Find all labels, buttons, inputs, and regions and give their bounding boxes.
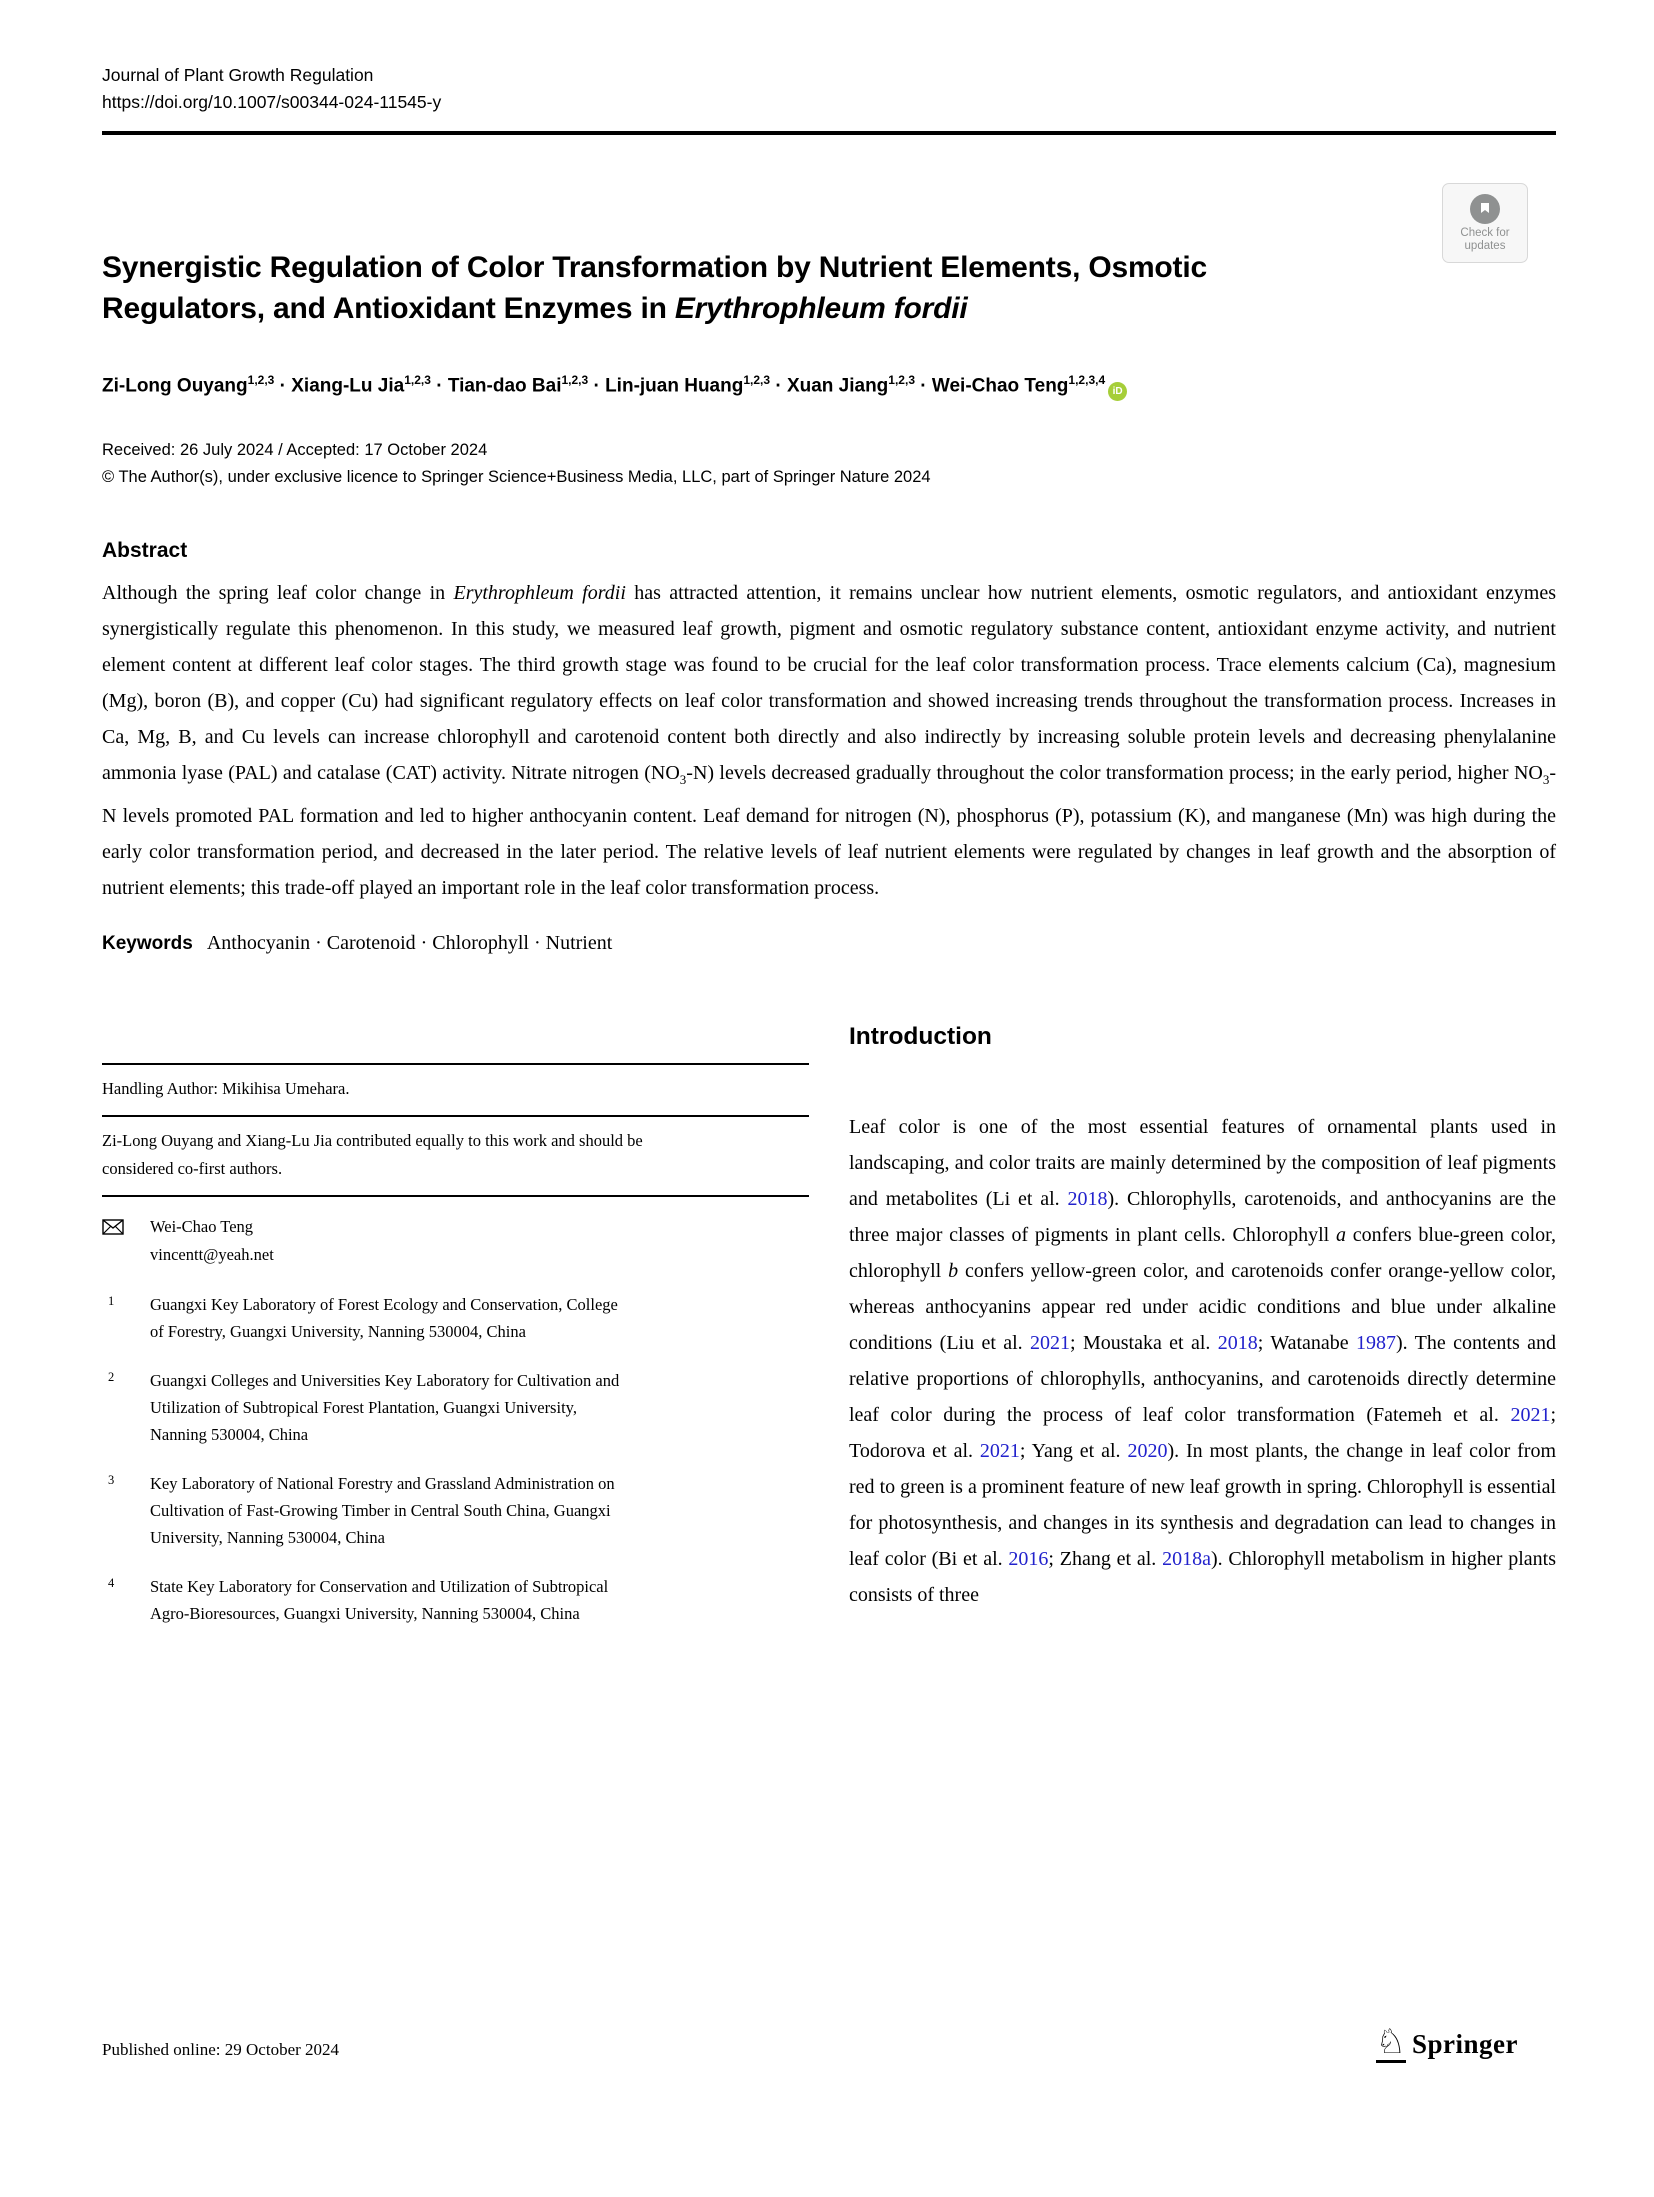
affiliation-3: 3 Key Laboratory of National Forestry and Grassland Administration on Cultivation of Fast-Growing Timber in Central South China, Guangxi University, Nanning 530004, China bbox=[108, 1473, 615, 1548]
footnote-rule-3 bbox=[102, 1195, 809, 1197]
citation-link[interactable]: 2018 bbox=[1217, 1332, 1258, 1355]
citation-link[interactable]: 2021 bbox=[979, 1440, 1020, 1463]
article-title: Synergistic Regulation of Color Transformation by Nutrient Elements, Osmotic Regulators, and Antioxidant Enzymes in Erythrophleum fordii bbox=[102, 251, 1207, 325]
footnote-column bbox=[102, 1019, 809, 1627]
received-accepted: Received: 26 July 2024 / Accepted: 17 October 2024 bbox=[102, 441, 488, 460]
citation-link[interactable]: 2018 bbox=[1067, 1188, 1108, 1211]
doi-text: https://doi.org/10.1007/s00344-024-11545-y bbox=[102, 92, 442, 112]
springer-knight-icon: ♘ bbox=[1375, 2024, 1406, 2061]
affiliation-1: 1 Guangxi Key Laboratory of Forest Ecology and Conservation, College of Forestry, Guangxi University, Nanning 530004, China bbox=[108, 1294, 618, 1342]
header-rule bbox=[102, 131, 1556, 135]
envelope-icon bbox=[102, 1213, 150, 1269]
journal-header bbox=[102, 62, 1556, 116]
springer-logo bbox=[1376, 2026, 1519, 2063]
corresponding-author-name: Wei-Chao Teng bbox=[150, 1217, 254, 1237]
dates-block bbox=[102, 437, 1556, 491]
corresponding-author-email[interactable]: vincentt@yeah.net bbox=[150, 1245, 274, 1265]
introduction-heading: Introduction bbox=[849, 1023, 992, 1051]
citation-link[interactable]: 2021 bbox=[1510, 1404, 1551, 1427]
co-first-note: Zi-Long Ouyang and Xiang-Lu Jia contributed equally to this work and should be considered co-first authors. bbox=[102, 1131, 643, 1179]
introduction-column bbox=[849, 1019, 1556, 1627]
correspondence-block bbox=[102, 1213, 809, 1269]
keywords-line bbox=[102, 932, 1556, 955]
citation-link[interactable]: 2016 bbox=[1008, 1548, 1049, 1571]
keywords-label: Keywords bbox=[102, 933, 193, 955]
handling-author-note: Handling Author: Mikihisa Umehara. bbox=[102, 1079, 350, 1099]
journal-name: Journal of Plant Growth Regulation bbox=[102, 65, 374, 85]
affiliation-2: 2 Guangxi Colleges and Universities Key Laboratory for Cultivation and Utilization of Subtropical Forest Plantation, Guangxi University, Nanning 530004, China bbox=[108, 1370, 620, 1445]
introduction-paragraph: Leaf color is one of the most essential features of ornamental plants used in landscaping, and color traits are mainly determined by the composition of leaf pigments and metabolites (Li et al. 2018). Chlorophylls, carotenoids, and anthocyanins are the three major classes of pigments in plant cells. Chlorophyll a confers blue-green color, chlorophyll b confers yellow-green color, and carotenoids confer orange-yellow color, whereas anthocyanins appear red under acidic conditions and blue under alkaline conditions (Liu et al. 2021; Moustaka et al. 2018; Watanabe 1987). The contents and relative proportions of chlorophylls, anthocyanins, and carotenoids directly determine leaf color during the process of leaf color transformation (Fatemeh et al. 2021; Todorova et al. 2021; Yang et al. 2020). In most plants, the change in leaf color from red to green is a prominent feature of new leaf growth in spring. Chlorophyll is essential for photosynthesis, and changes in its synthesis and degradation can lead to changes in leaf color (Bi et al. 2016; Zhang et al. 2018a). Chlorophyll metabolism in higher plants consists of three bbox=[849, 1116, 1556, 1607]
published-online: Published online: 29 October 2024 bbox=[102, 2040, 340, 2059]
citation-link[interactable]: 1987 bbox=[1356, 1332, 1397, 1355]
abstract-heading: Abstract bbox=[102, 539, 188, 563]
author-list: Zi-Long Ouyang$^{1,2,3}$ · Xiang-Lu Jia$^{1,2,3}$ · Tian-dao Bai$^{1,2,3}$ · Lin-juan Huang$^{1,2,3}$ · Xuan Jiang$^{1,2,3}$ · Wei-Chao Teng$^{1,2,3,4}$iD bbox=[102, 373, 1556, 401]
copyright-line: © The Author(s), under exclusive licence to Springer Science+Business Media, LLC, part of Springer Nature 2024 bbox=[102, 468, 931, 487]
crossmark-icon bbox=[1470, 194, 1500, 224]
citation-link[interactable]: 2021 bbox=[1030, 1332, 1071, 1355]
springer-wordmark: Springer bbox=[1411, 2029, 1518, 2059]
check-for-updates-badge[interactable] bbox=[1442, 183, 1528, 263]
footnote-rule-2 bbox=[102, 1115, 809, 1117]
affiliation-4: 4 State Key Laboratory for Conservation and Utilization of Subtropical Agro-Bioresources, Guangxi University, Nanning 530004, China bbox=[108, 1576, 609, 1624]
citation-link[interactable]: 2018a bbox=[1162, 1548, 1211, 1571]
footnote-rule-1 bbox=[102, 1063, 809, 1065]
keywords-value: Anthocyanin · Carotenoid · Chlorophyll · Nutrient bbox=[206, 932, 613, 955]
correspondence-text bbox=[150, 1213, 274, 1269]
check-for-updates-label: Check for updates bbox=[1460, 226, 1510, 252]
abstract-body: Although the spring leaf color change in Erythrophleum fordii has attracted attention, it remains unclear how nutrient elements, osmotic regulators, and antioxidant enzymes synergistically regulate this phenomenon. In this study, we measured leaf growth, pigment and osmotic regulatory substance content, antioxidant enzyme activity, and nutrient element content at different leaf color stages. The third growth stage was found to be crucial for the leaf color transformation process. Trace elements calcium (Ca), magnesium (Mg), boron (B), and copper (Cu) had significant regulatory effects on leaf color transformation and showed increasing trends throughout the transformation process. Increases in Ca, Mg, B, and Cu levels can increase chlorophyll and carotenoid content both directly and also indirectly by increasing soluble protein levels and decreasing phenylalanine ammonia lyase (PAL) and catalase (CAT) activity. Nitrate nitrogen $(NO_3-N)$ levels decreased gradually throughout the color transformation process; in the early period, higher $NO_3-N$ levels promoted PAL formation and led to higher anthocyanin content. Leaf demand for nitrogen (N), phosphorus (P), potassium (K), and manganese (Mn) was high during the early color transformation period, and decreased in the later period. The relative levels of leaf nutrient elements were regulated by changes in leaf growth and the absorption of nutrient elements; this trade-off played an important role in the leaf color transformation process. bbox=[102, 582, 1557, 900]
orcid-icon[interactable]: iD bbox=[1108, 382, 1127, 401]
citation-link[interactable]: 2020 bbox=[1127, 1440, 1168, 1463]
